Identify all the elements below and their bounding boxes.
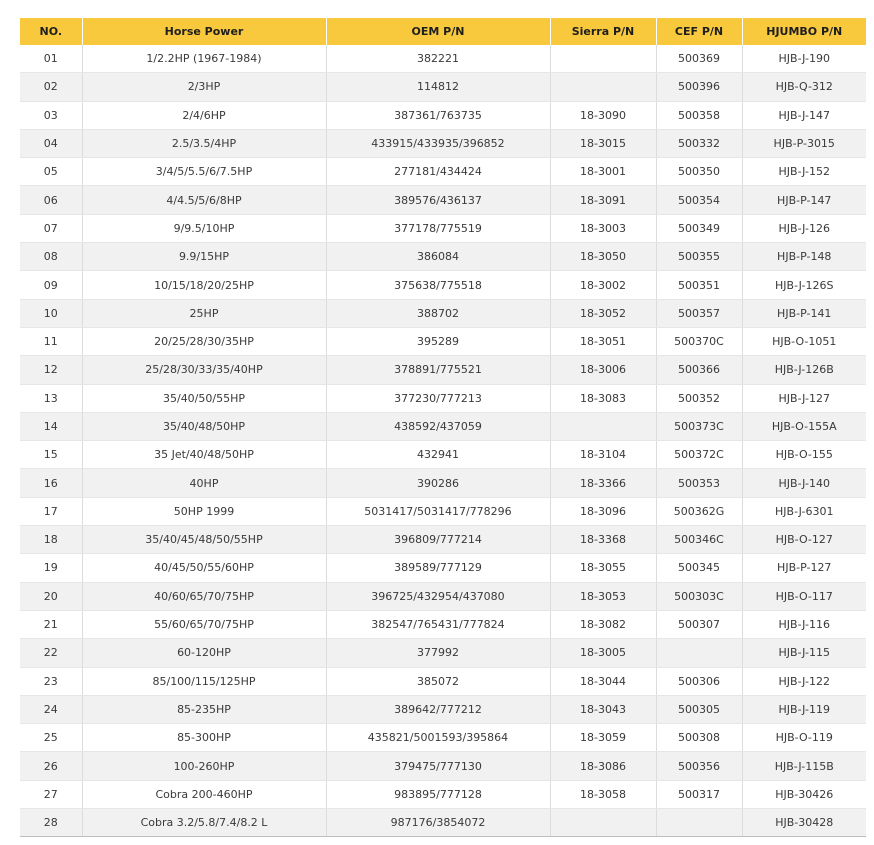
cell-horse-power: 35 Jet/40/48/50HP (82, 441, 326, 469)
cell-no: 03 (20, 101, 82, 129)
cell-cef-pn: 500352 (656, 384, 742, 412)
cell-horse-power: 2.5/3.5/4HP (82, 129, 326, 157)
cell-cef-pn: 500355 (656, 243, 742, 271)
cell-hjumbo-pn: HJB-J-127 (742, 384, 866, 412)
cell-hjumbo-pn: HJB-J-116 (742, 610, 866, 638)
cell-horse-power: 60-120HP (82, 639, 326, 667)
cell-oem-pn: 435821/5001593/395864 (326, 724, 550, 752)
cell-cef-pn: 500369 (656, 45, 742, 73)
table-row (20, 752, 866, 780)
cell-no: 06 (20, 186, 82, 214)
cell-sierra-pn: 18-3043 (550, 695, 656, 723)
cell-horse-power: 35/40/48/50HP (82, 412, 326, 440)
cell-cef-pn: 500305 (656, 695, 742, 723)
cell-sierra-pn (550, 45, 656, 73)
table-row (20, 526, 866, 554)
cell-oem-pn: 389576/436137 (326, 186, 550, 214)
cell-no: 02 (20, 73, 82, 101)
cell-oem-pn: 379475/777130 (326, 752, 550, 780)
cell-oem-pn: 387361/763735 (326, 101, 550, 129)
cell-horse-power: 85-235HP (82, 695, 326, 723)
cell-horse-power: 25HP (82, 299, 326, 327)
cell-sierra-pn: 18-3058 (550, 780, 656, 808)
cell-sierra-pn: 18-3002 (550, 271, 656, 299)
cell-hjumbo-pn: HJB-Q-312 (742, 73, 866, 101)
cell-horse-power: 9.9/15HP (82, 243, 326, 271)
cell-cef-pn: 500346C (656, 526, 742, 554)
table-row (20, 469, 866, 497)
cell-cef-pn: 500370C (656, 327, 742, 355)
cell-hjumbo-pn: HJB-O-119 (742, 724, 866, 752)
cell-sierra-pn: 18-3053 (550, 582, 656, 610)
cell-no: 23 (20, 667, 82, 695)
table-row (20, 158, 866, 186)
cell-hjumbo-pn: HJB-J-115 (742, 639, 866, 667)
table-row (20, 695, 866, 723)
cell-hjumbo-pn: HJB-J-147 (742, 101, 866, 129)
cell-cef-pn: 500372C (656, 441, 742, 469)
table-header (20, 18, 866, 45)
cell-horse-power: 2/4/6HP (82, 101, 326, 129)
cell-no: 19 (20, 554, 82, 582)
cell-oem-pn: 386084 (326, 243, 550, 271)
cell-oem-pn: 987176/3854072 (326, 809, 550, 837)
cell-cef-pn: 500353 (656, 469, 742, 497)
column-header-cef-pn: CEF P/N (656, 18, 742, 45)
cell-oem-pn: 378891/775521 (326, 356, 550, 384)
cell-cef-pn: 500356 (656, 752, 742, 780)
cell-sierra-pn (550, 809, 656, 837)
cell-no: 11 (20, 327, 82, 355)
cell-oem-pn: 395289 (326, 327, 550, 355)
cell-hjumbo-pn: HJB-P-148 (742, 243, 866, 271)
cell-sierra-pn: 18-3050 (550, 243, 656, 271)
cell-hjumbo-pn: HJB-O-127 (742, 526, 866, 554)
table-row (20, 186, 866, 214)
table-row (20, 412, 866, 440)
table-row (20, 299, 866, 327)
cell-hjumbo-pn: HJB-J-190 (742, 45, 866, 73)
cell-cef-pn: 500351 (656, 271, 742, 299)
cell-oem-pn: 375638/775518 (326, 271, 550, 299)
cell-oem-pn: 377992 (326, 639, 550, 667)
cell-no: 17 (20, 497, 82, 525)
cell-horse-power: 55/60/65/70/75HP (82, 610, 326, 638)
cell-cef-pn: 500308 (656, 724, 742, 752)
cell-hjumbo-pn: HJB-J-122 (742, 667, 866, 695)
cell-cef-pn: 500358 (656, 101, 742, 129)
header-row (20, 18, 866, 45)
cell-cef-pn: 500317 (656, 780, 742, 808)
cell-oem-pn: 382221 (326, 45, 550, 73)
cell-hjumbo-pn: HJB-P-147 (742, 186, 866, 214)
cell-hjumbo-pn: HJB-P-127 (742, 554, 866, 582)
cell-sierra-pn: 18-3003 (550, 214, 656, 242)
cell-hjumbo-pn: HJB-J-6301 (742, 497, 866, 525)
parts-cross-reference-table (20, 18, 866, 837)
cell-horse-power: 40HP (82, 469, 326, 497)
cell-oem-pn: 396725/432954/437080 (326, 582, 550, 610)
cell-no: 07 (20, 214, 82, 242)
cell-hjumbo-pn: HJB-J-126 (742, 214, 866, 242)
cell-no: 10 (20, 299, 82, 327)
cell-sierra-pn: 18-3090 (550, 101, 656, 129)
cell-cef-pn: 500350 (656, 158, 742, 186)
cell-hjumbo-pn: HJB-O-155A (742, 412, 866, 440)
cell-horse-power: 35/40/50/55HP (82, 384, 326, 412)
cell-no: 15 (20, 441, 82, 469)
cell-no: 28 (20, 809, 82, 837)
cell-sierra-pn: 18-3104 (550, 441, 656, 469)
cell-no: 27 (20, 780, 82, 808)
cell-sierra-pn: 18-3015 (550, 129, 656, 157)
table-row (20, 384, 866, 412)
cell-no: 13 (20, 384, 82, 412)
cell-cef-pn (656, 809, 742, 837)
cell-hjumbo-pn: HJB-J-115B (742, 752, 866, 780)
cell-no: 21 (20, 610, 82, 638)
cell-sierra-pn: 18-3005 (550, 639, 656, 667)
cell-horse-power: 40/60/65/70/75HP (82, 582, 326, 610)
table-body (20, 45, 866, 837)
cell-horse-power: 85-300HP (82, 724, 326, 752)
cell-oem-pn: 388702 (326, 299, 550, 327)
cell-hjumbo-pn: HJB-J-119 (742, 695, 866, 723)
cell-horse-power: Cobra 3.2/5.8/7.4/8.2 L (82, 809, 326, 837)
cell-horse-power: 85/100/115/125HP (82, 667, 326, 695)
table-row (20, 356, 866, 384)
table-row (20, 809, 866, 837)
cell-horse-power: 9/9.5/10HP (82, 214, 326, 242)
cell-horse-power: 2/3HP (82, 73, 326, 101)
cell-oem-pn: 5031417/5031417/778296 (326, 497, 550, 525)
table-row (20, 327, 866, 355)
cell-sierra-pn: 18-3082 (550, 610, 656, 638)
cell-no: 14 (20, 412, 82, 440)
table-row (20, 554, 866, 582)
cell-oem-pn: 114812 (326, 73, 550, 101)
cell-no: 22 (20, 639, 82, 667)
cell-oem-pn: 377178/775519 (326, 214, 550, 242)
table-row (20, 724, 866, 752)
cell-cef-pn: 500345 (656, 554, 742, 582)
table-row (20, 497, 866, 525)
cell-oem-pn: 377230/777213 (326, 384, 550, 412)
cell-no: 01 (20, 45, 82, 73)
cell-cef-pn: 500354 (656, 186, 742, 214)
cell-oem-pn: 277181/434424 (326, 158, 550, 186)
cell-horse-power: 100-260HP (82, 752, 326, 780)
cell-horse-power: 3/4/5/5.5/6/7.5HP (82, 158, 326, 186)
cell-horse-power: Cobra 200-460HP (82, 780, 326, 808)
cell-hjumbo-pn: HJB-O-117 (742, 582, 866, 610)
cell-horse-power: 4/4.5/5/6/8HP (82, 186, 326, 214)
cell-cef-pn: 500357 (656, 299, 742, 327)
cell-cef-pn: 500362G (656, 497, 742, 525)
cell-hjumbo-pn: HJB-J-152 (742, 158, 866, 186)
cell-no: 20 (20, 582, 82, 610)
cell-sierra-pn: 18-3366 (550, 469, 656, 497)
cell-horse-power: 40/45/50/55/60HP (82, 554, 326, 582)
cell-sierra-pn: 18-3086 (550, 752, 656, 780)
cell-no: 08 (20, 243, 82, 271)
table-row (20, 610, 866, 638)
cell-cef-pn: 500332 (656, 129, 742, 157)
cell-sierra-pn: 18-3055 (550, 554, 656, 582)
column-header-no: NO. (20, 18, 82, 45)
cell-no: 05 (20, 158, 82, 186)
cell-oem-pn: 438592/437059 (326, 412, 550, 440)
cell-no: 24 (20, 695, 82, 723)
cell-horse-power: 35/40/45/48/50/55HP (82, 526, 326, 554)
table-row (20, 45, 866, 73)
cell-horse-power: 50HP 1999 (82, 497, 326, 525)
cell-oem-pn: 382547/765431/777824 (326, 610, 550, 638)
table-row (20, 441, 866, 469)
cell-cef-pn: 500306 (656, 667, 742, 695)
cell-sierra-pn: 18-3368 (550, 526, 656, 554)
cell-oem-pn: 389642/777212 (326, 695, 550, 723)
cell-no: 04 (20, 129, 82, 157)
cell-hjumbo-pn: HJB-J-126S (742, 271, 866, 299)
cell-no: 16 (20, 469, 82, 497)
cell-cef-pn: 500396 (656, 73, 742, 101)
cell-horse-power: 10/15/18/20/25HP (82, 271, 326, 299)
cell-oem-pn: 390286 (326, 469, 550, 497)
cell-horse-power: 20/25/28/30/35HP (82, 327, 326, 355)
table-row (20, 271, 866, 299)
cell-sierra-pn: 18-3001 (550, 158, 656, 186)
column-header-horse-power: Horse Power (82, 18, 326, 45)
cell-hjumbo-pn: HJB-J-140 (742, 469, 866, 497)
cell-sierra-pn: 18-3091 (550, 186, 656, 214)
cell-oem-pn: 385072 (326, 667, 550, 695)
cell-cef-pn (656, 639, 742, 667)
table-row (20, 214, 866, 242)
cell-sierra-pn: 18-3044 (550, 667, 656, 695)
table-row (20, 101, 866, 129)
table-row (20, 73, 866, 101)
cell-oem-pn: 389589/777129 (326, 554, 550, 582)
cell-sierra-pn (550, 73, 656, 101)
cell-sierra-pn: 18-3059 (550, 724, 656, 752)
cell-hjumbo-pn: HJB-O-1051 (742, 327, 866, 355)
cell-oem-pn: 432941 (326, 441, 550, 469)
table-row (20, 667, 866, 695)
column-header-sierra-pn: Sierra P/N (550, 18, 656, 45)
cell-sierra-pn (550, 412, 656, 440)
cell-hjumbo-pn: HJB-P-141 (742, 299, 866, 327)
cell-sierra-pn: 18-3096 (550, 497, 656, 525)
table-row (20, 780, 866, 808)
cell-cef-pn: 500373C (656, 412, 742, 440)
column-header-oem-pn: OEM P/N (326, 18, 550, 45)
cell-cef-pn: 500303C (656, 582, 742, 610)
cell-sierra-pn: 18-3051 (550, 327, 656, 355)
cell-hjumbo-pn: HJB-30426 (742, 780, 866, 808)
cell-hjumbo-pn: HJB-30428 (742, 809, 866, 837)
table-row (20, 639, 866, 667)
cell-no: 26 (20, 752, 82, 780)
cell-sierra-pn: 18-3083 (550, 384, 656, 412)
column-header-hjumbo-pn: HJUMBO P/N (742, 18, 866, 45)
cell-no: 12 (20, 356, 82, 384)
cell-oem-pn: 433915/433935/396852 (326, 129, 550, 157)
cell-no: 09 (20, 271, 82, 299)
cell-cef-pn: 500366 (656, 356, 742, 384)
table-row (20, 243, 866, 271)
parts-table-container (20, 18, 866, 837)
cell-hjumbo-pn: HJB-J-126B (742, 356, 866, 384)
table-row (20, 582, 866, 610)
cell-oem-pn: 396809/777214 (326, 526, 550, 554)
cell-no: 25 (20, 724, 82, 752)
table-row (20, 129, 866, 157)
cell-horse-power: 25/28/30/33/35/40HP (82, 356, 326, 384)
cell-cef-pn: 500307 (656, 610, 742, 638)
cell-sierra-pn: 18-3052 (550, 299, 656, 327)
cell-cef-pn: 500349 (656, 214, 742, 242)
cell-oem-pn: 983895/777128 (326, 780, 550, 808)
cell-hjumbo-pn: HJB-P-3015 (742, 129, 866, 157)
cell-sierra-pn: 18-3006 (550, 356, 656, 384)
cell-horse-power: 1/2.2HP (1967-1984) (82, 45, 326, 73)
cell-hjumbo-pn: HJB-O-155 (742, 441, 866, 469)
cell-no: 18 (20, 526, 82, 554)
